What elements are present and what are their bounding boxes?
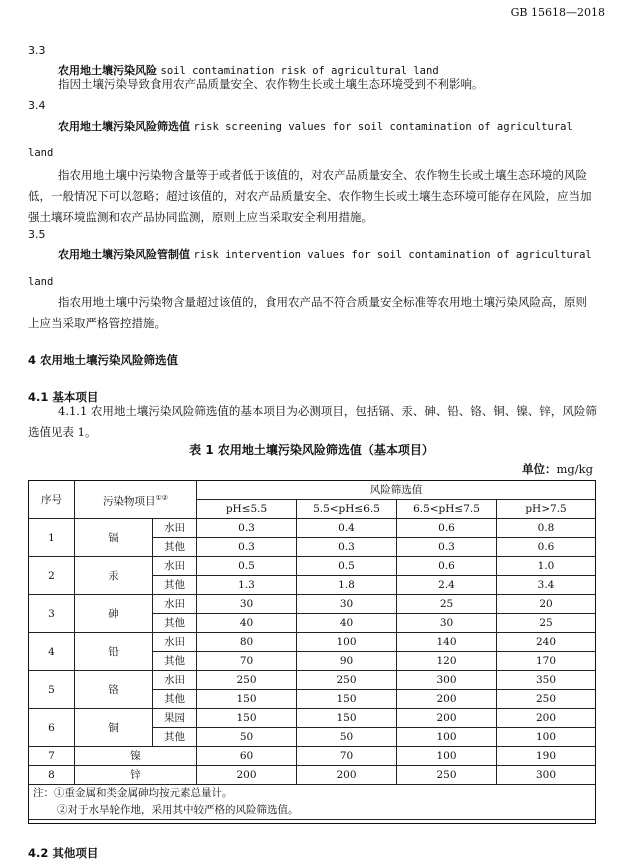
term-heading: [58, 118, 573, 134]
cell-value: 80: [197, 633, 297, 652]
cell-value: 300: [397, 671, 497, 690]
cell-value: 350: [497, 671, 596, 690]
section-title: 4.2 其他项目: [28, 846, 99, 860]
cell-value: 200: [197, 766, 297, 785]
term-en: soil contamination risk of agricultural land: [160, 65, 439, 77]
cell-value: 30: [397, 614, 497, 633]
cell-sub: 水田: [153, 671, 197, 690]
term-en-continued: land: [28, 276, 54, 288]
cell-sub: 水田: [153, 557, 197, 576]
cell-item: 镉: [75, 519, 153, 557]
cell-value: 25: [497, 614, 596, 633]
cell-value: 50: [297, 728, 397, 747]
cell-value: 0.6: [397, 519, 497, 538]
cell-value: 1.0: [497, 557, 596, 576]
term-heading: [58, 246, 592, 262]
cell-item: 砷: [75, 595, 153, 633]
cell-no: 2: [29, 557, 75, 595]
table-row: [29, 766, 596, 785]
table-header-row: [29, 481, 596, 500]
cell-no: 8: [29, 766, 75, 785]
header-ph: pH≤5.5: [197, 500, 297, 519]
cell-value: 0.5: [297, 557, 397, 576]
cell-no: 3: [29, 595, 75, 633]
cell-value: 120: [397, 652, 497, 671]
section-title: 4.1 基本项目: [28, 390, 99, 404]
cell-value: 240: [497, 633, 596, 652]
cell-value: 150: [197, 690, 297, 709]
cell-value: 200: [397, 690, 497, 709]
cell-item: 汞: [75, 557, 153, 595]
term-en-continued: land: [28, 147, 54, 159]
cell-item: 铅: [75, 633, 153, 671]
cell-value: 1.3: [197, 576, 297, 595]
cell-value: 0.3: [197, 519, 297, 538]
cell-sub: 其他: [153, 576, 197, 595]
table-row: [29, 633, 596, 652]
table-note: 注：①重金属和类金属砷均按元素总量计。: [33, 787, 233, 799]
table-row: [29, 519, 596, 538]
term-cn: 农用地土壤污染风险: [58, 64, 157, 77]
cell-value: 30: [197, 595, 297, 614]
cell-no: 7: [29, 747, 75, 766]
table-note: ②对于水旱轮作地，采用其中较严格的风险筛选值。: [57, 804, 299, 816]
cell-value: 2.4: [397, 576, 497, 595]
cell-value: 90: [297, 652, 397, 671]
cell-value: 60: [197, 747, 297, 766]
cell-value: 100: [397, 747, 497, 766]
header-no: 序号: [29, 481, 75, 519]
cell-value: 300: [497, 766, 596, 785]
term-number: 3.3: [28, 44, 46, 57]
term-number: 3.5: [28, 228, 46, 241]
cell-value: 70: [197, 652, 297, 671]
cell-sub: 水田: [153, 633, 197, 652]
cell-sub: 果园: [153, 709, 197, 728]
header-item: 污染物项目①②: [75, 481, 197, 519]
cell-sub: 其他: [153, 614, 197, 633]
cell-value: 0.8: [497, 519, 596, 538]
cell-value: 170: [497, 652, 596, 671]
cell-value: 250: [497, 690, 596, 709]
cell-value: 0.6: [397, 557, 497, 576]
header-ph: 6.5<pH≤7.5: [397, 500, 497, 519]
section-title: 4 农用地土壤污染风险筛选值: [28, 353, 179, 367]
cell-item: 铜: [75, 709, 153, 747]
table-row: [29, 747, 596, 766]
cell-value: 40: [197, 614, 297, 633]
cell-item: 铬: [75, 671, 153, 709]
cell-sub: 其他: [153, 728, 197, 747]
cell-value: 0.5: [197, 557, 297, 576]
cell-no: 4: [29, 633, 75, 671]
cell-value: 250: [297, 671, 397, 690]
cell-value: 0.6: [497, 538, 596, 557]
cell-item: 锌: [75, 766, 197, 785]
cell-value: 100: [497, 728, 596, 747]
table-row: [29, 595, 596, 614]
cell-value: 140: [397, 633, 497, 652]
term-definition: 指农用地土壤中污染物含量等于或者低于该值的，对农产品质量安全、农作物生长或土壤生态环境的风险低，一般情况下可以忽略；超过该值的，对农产品质量安全、农作物生长或土壤生态环境可能存在风险，应当加强土壤环境监测和农产品协同监测，原则上应当采取安全利用措施。: [28, 168, 592, 224]
header-ph: 5.5<pH≤6.5: [297, 500, 397, 519]
cell-value: 190: [497, 747, 596, 766]
cell-sub: 其他: [153, 690, 197, 709]
cell-value: 30: [297, 595, 397, 614]
cell-value: 20: [497, 595, 596, 614]
cell-value: 250: [397, 766, 497, 785]
cell-value: 70: [297, 747, 397, 766]
cell-value: 100: [397, 728, 497, 747]
section-paragraph: 4.1.1 农用地土壤污染风险筛选值的基本项目为必测项目，包括镉、汞、砷、铅、铬、铜、镍、锌，风险筛选值见表 1。: [28, 404, 597, 439]
cell-value: 25: [397, 595, 497, 614]
cell-value: 150: [297, 690, 397, 709]
cell-item: 镍: [75, 747, 197, 766]
cell-value: 40: [297, 614, 397, 633]
cell-value: 50: [197, 728, 297, 747]
header-values: 风险筛选值: [197, 481, 596, 500]
cell-sub: 其他: [153, 538, 197, 557]
term-cn: 农用地土壤污染风险筛选值: [58, 120, 190, 133]
cell-value: 150: [297, 709, 397, 728]
cell-value: 0.3: [397, 538, 497, 557]
cell-value: 150: [197, 709, 297, 728]
cell-sub: 水田: [153, 595, 197, 614]
term-definition: 指因土壤污染导致食用农产品质量安全、农作物生长或土壤生态环境受到不利影响。: [58, 77, 484, 91]
term-number: 3.4: [28, 99, 46, 112]
cell-no: 1: [29, 519, 75, 557]
term-en: risk screening values for soil contamination of agricultural: [193, 121, 573, 133]
table-notes: [29, 785, 596, 820]
cell-value: 3.4: [497, 576, 596, 595]
cell-sub: 水田: [153, 519, 197, 538]
table-caption: 表 1 农用地土壤污染风险筛选值（基本项目）: [189, 443, 434, 457]
cell-value: 0.3: [197, 538, 297, 557]
cell-value: 0.3: [297, 538, 397, 557]
cell-value: 200: [297, 766, 397, 785]
cell-value: 1.8: [297, 576, 397, 595]
screening-values-table: [28, 480, 596, 820]
term-en: risk intervention values for soil contamination of agricultural: [193, 249, 592, 261]
cell-no: 5: [29, 671, 75, 709]
header-ph: pH>7.5: [497, 500, 596, 519]
cell-value: 0.4: [297, 519, 397, 538]
cell-no: 6: [29, 709, 75, 747]
table-unit: 单位：mg/kg: [522, 462, 593, 476]
cell-value: 250: [197, 671, 297, 690]
cell-value: 100: [297, 633, 397, 652]
table-row: [29, 709, 596, 728]
standard-code: GB 15618—2018: [510, 6, 605, 19]
cell-value: 200: [397, 709, 497, 728]
table-row: [29, 557, 596, 576]
term-definition: 指农用地土壤中污染物含量超过该值的，食用农产品不符合质量安全标准等农用地土壤污染风险高，原则上应当采取严格管控措施。: [28, 295, 587, 330]
table-row: [29, 671, 596, 690]
term-cn: 农用地土壤污染风险管制值: [58, 248, 190, 261]
table-notes-row: [29, 785, 596, 820]
cell-sub: 其他: [153, 652, 197, 671]
cell-value: 200: [497, 709, 596, 728]
